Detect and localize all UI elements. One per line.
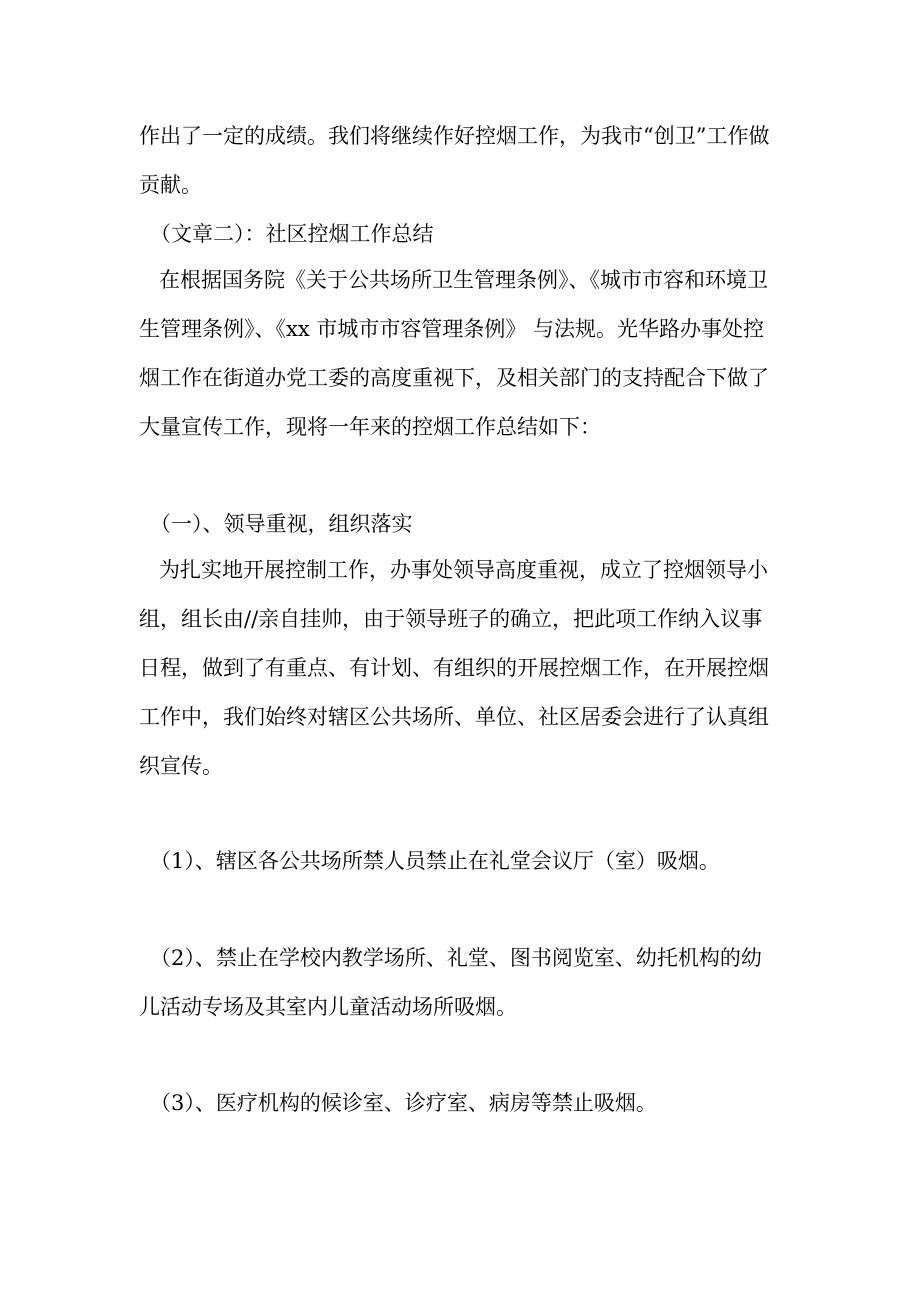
paragraph-line: 烟工作在街道办党工委的高度重视下，及相关部门的支持配合下做了 xyxy=(139,366,769,390)
paragraph-line: 组，组长由//亲自挂帅，由于领导班子的确立，把此项工作纳入议事 xyxy=(139,607,763,631)
list-item: （2）、禁止在学校内教学场所、礼堂、图书阅览室、幼托机构的幼 xyxy=(150,946,762,970)
article-title: （文章二）：社区控烟工作总结 xyxy=(150,222,434,246)
paragraph-line: 贡献。 xyxy=(139,173,202,197)
list-item-continuation: 儿活动专场及其室内儿童活动场所吸烟。 xyxy=(139,995,517,1019)
paragraph-line: 生管理条例》、《xx 市城市市容管理条例》 与法规。光华路办事处控 xyxy=(139,317,765,341)
paragraph-line: 在根据国务院《关于公共场所卫生管理条例》、《城市市容和环境卫 xyxy=(159,268,768,292)
paragraph-line: 大量宣传工作，现将一年来的控烟工作总结如下： xyxy=(139,415,601,439)
paragraph-line: 工作中，我们始终对辖区公共场所、单位、社区居委会进行了认真组 xyxy=(139,705,769,729)
paragraph-line: 为扎实地开展控制工作，办事处领导高度重视，成立了控烟领导小 xyxy=(159,558,768,582)
paragraph-line: 作出了一定的成绩。我们将继续作好控烟工作，为我市“创卫”工作做 xyxy=(139,124,770,148)
list-item: （3）、医疗机构的候诊室、诊疗室、病房等禁止吸烟。 xyxy=(150,1091,657,1115)
paragraph-line: 织宣传。 xyxy=(139,754,223,778)
section-heading: （一）、领导重视，组织落实 xyxy=(150,512,413,536)
list-item: （1）、辖区各公共场所禁人员禁止在礼堂会议厅（室）吸烟。 xyxy=(150,849,720,873)
paragraph-line: 日程，做到了有重点、有计划、有组织的开展控烟工作，在开展控烟 xyxy=(139,656,769,680)
